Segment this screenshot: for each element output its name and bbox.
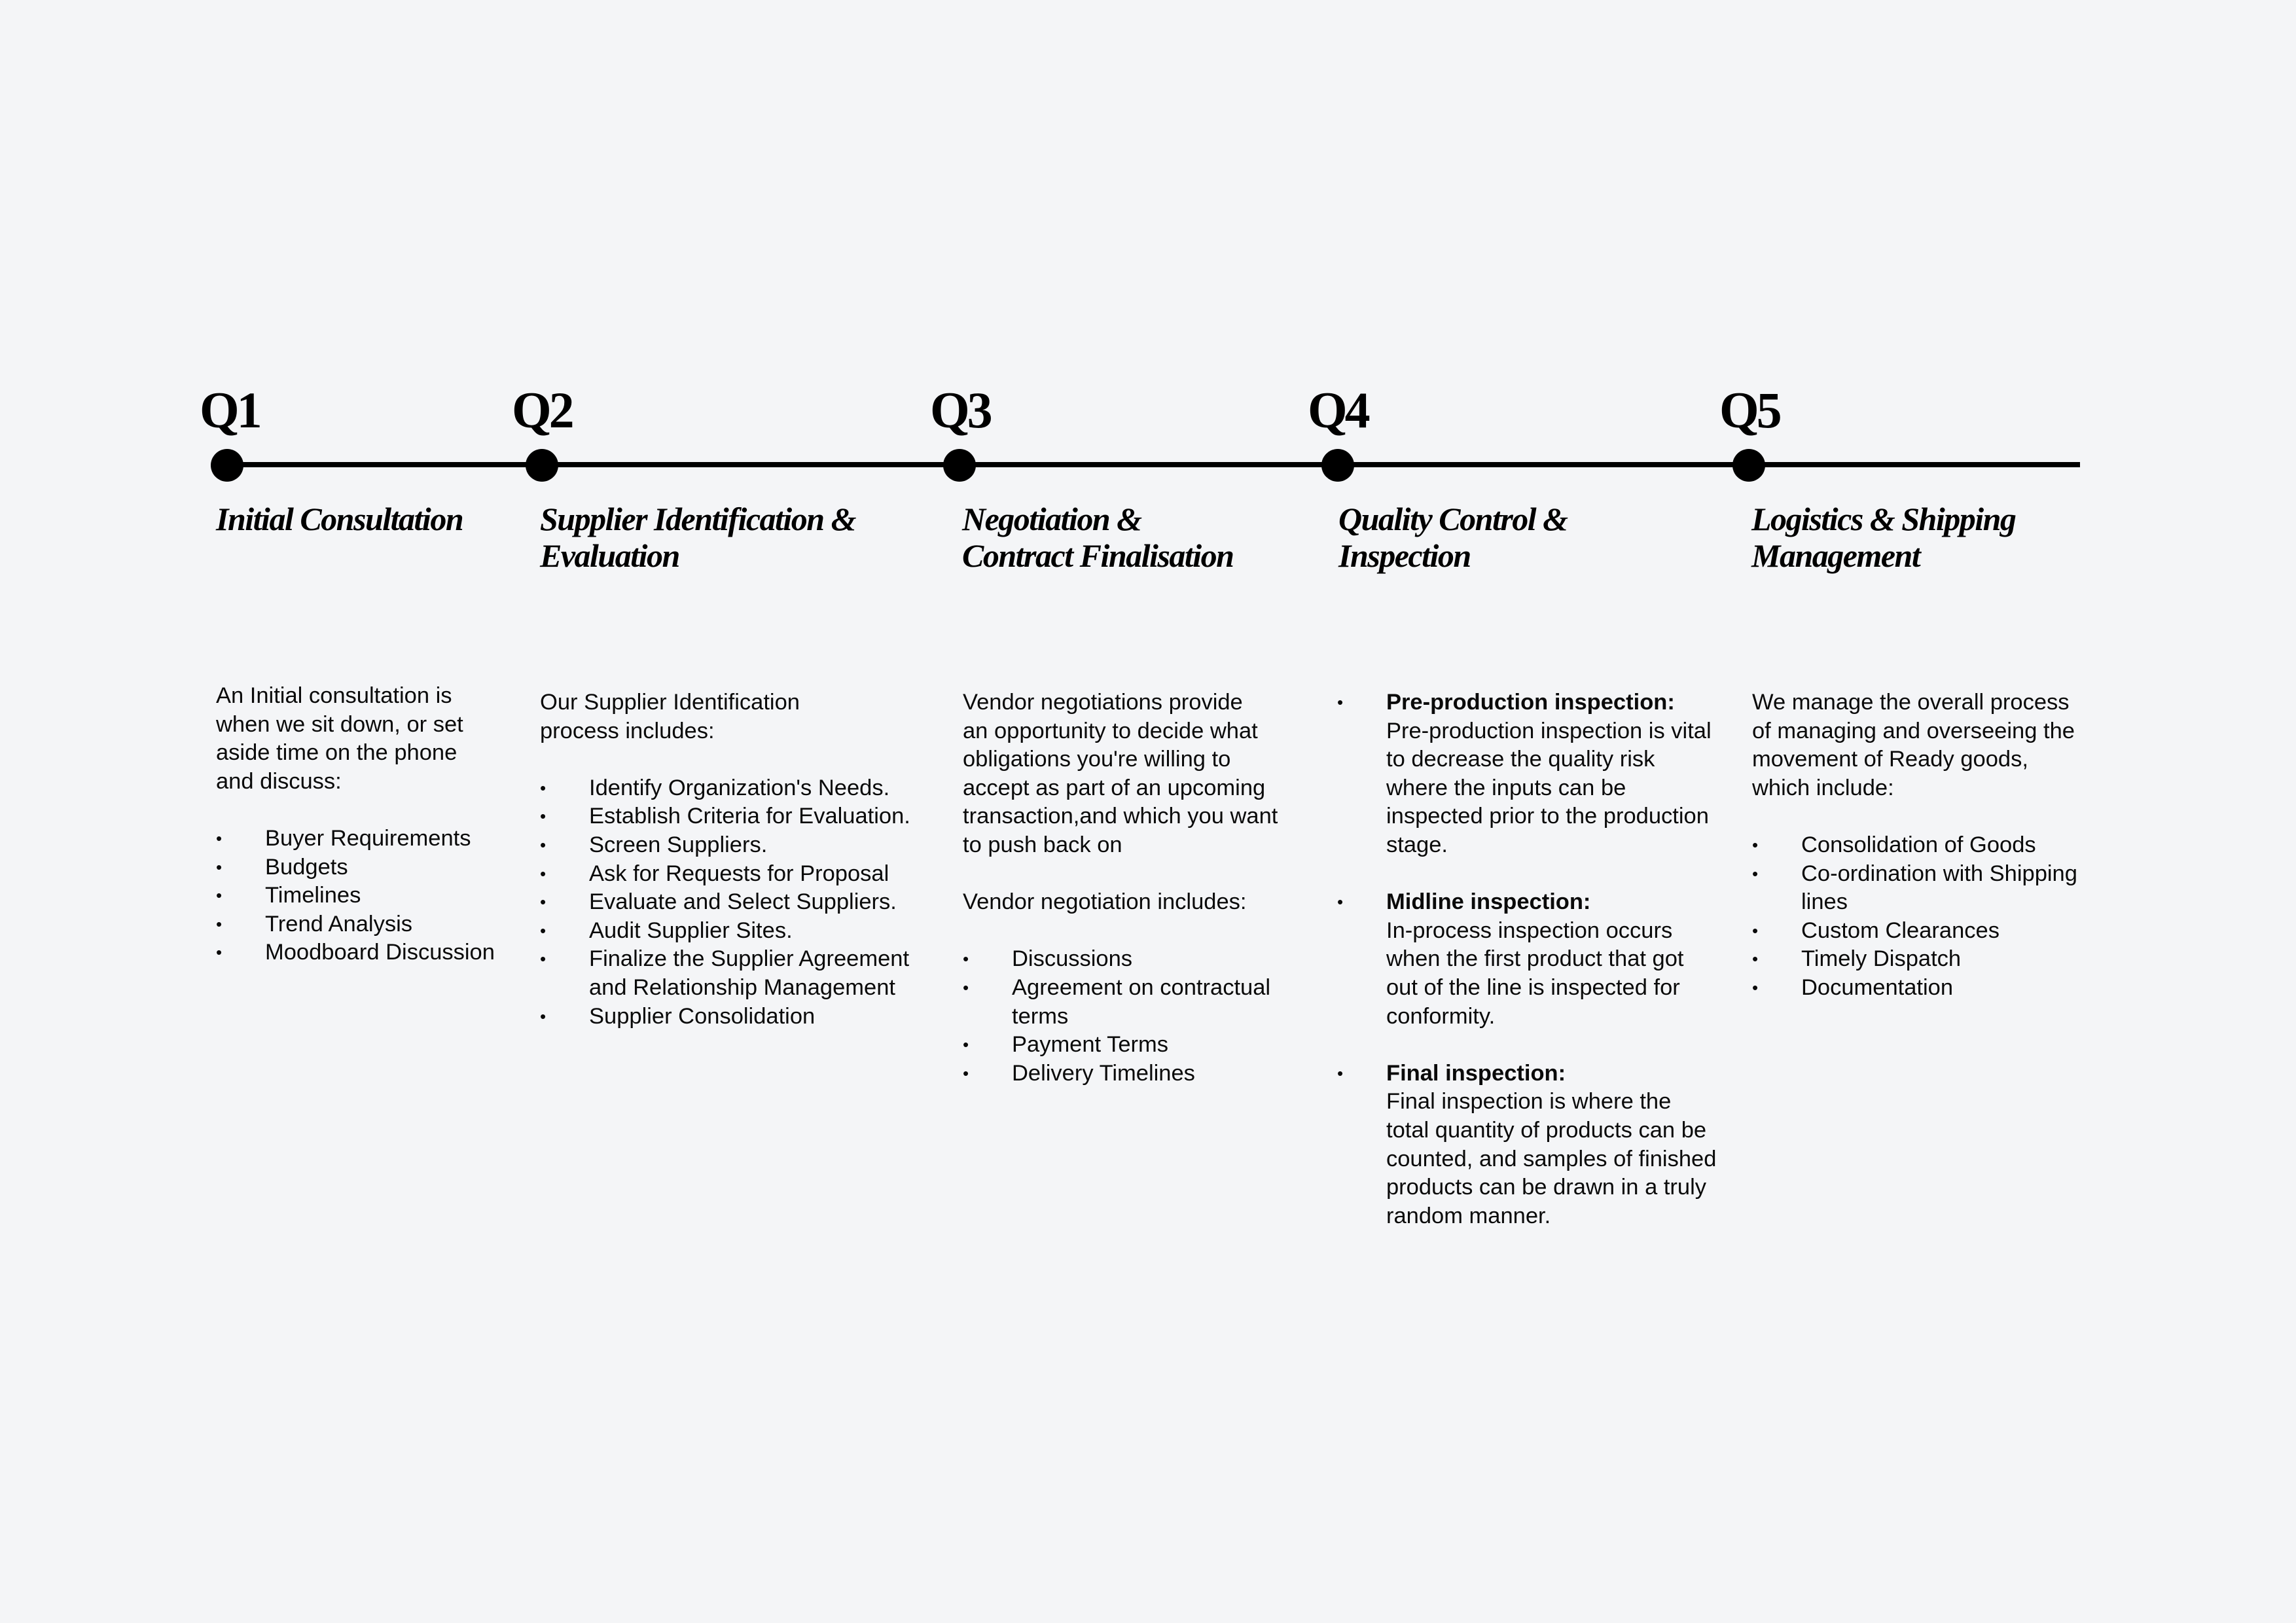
list-item-text: Ask for Requests for Proposal <box>589 861 889 886</box>
intro-line: which include: <box>1752 775 1894 800</box>
list-item-text: Audit Supplier Sites. <box>589 918 793 943</box>
intro-line: Vendor negotiations provide <box>963 690 1243 715</box>
bullet-list <box>216 825 504 967</box>
bullet-icon: • <box>1752 949 1759 969</box>
intro-line: We manage the overall process <box>1752 690 2070 715</box>
stage-title-q1 <box>216 501 463 537</box>
intro-line: aside time on the phone <box>216 740 457 766</box>
intro-line: obligations you're willing to <box>963 747 1231 772</box>
intro-line: Vendor negotiation includes: <box>963 889 1247 915</box>
stage-title-q3 <box>962 501 1233 574</box>
inspection-item <box>1337 1060 1717 1231</box>
list-item <box>540 917 933 946</box>
timeline-node-q4 <box>1321 449 1354 482</box>
bullet-icon: • <box>540 1006 547 1026</box>
stage-title-q5 <box>1751 501 2015 574</box>
list-item <box>963 945 1303 974</box>
list-item <box>540 774 933 803</box>
list-item-text: Timelines <box>265 883 361 908</box>
stage-body-q3 <box>963 688 1316 1088</box>
stage-title-line: Inspection <box>1338 537 1471 574</box>
bullet-icon: • <box>1337 692 1344 712</box>
list-item-text: Supplier Consolidation <box>589 1003 816 1029</box>
inspection-heading: Final inspection: <box>1386 1060 1566 1086</box>
intro-line: when we sit down, or set <box>216 711 463 737</box>
stage-marker-q5: Q5 <box>1719 382 1780 438</box>
bullet-icon: • <box>216 885 223 906</box>
bullet-icon: • <box>1752 863 1759 883</box>
list-item-text: Delivery Timelines <box>1012 1060 1195 1086</box>
timeline-node-q3 <box>943 449 976 482</box>
inspection-text: In-process inspection occurs when the first product that got out of the line is inspected for conformity. <box>1386 918 1684 1029</box>
stage-title-line: Quality Control & <box>1338 501 1568 537</box>
bullet-icon: • <box>1752 920 1759 940</box>
bullet-icon: • <box>540 777 547 798</box>
stage-body-q4 <box>1337 688 1717 1230</box>
list-item <box>540 860 933 889</box>
list-item <box>963 1031 1303 1060</box>
inspection-text: Pre-production inspection is vital to decrease the quality risk where the inputs can be inspected prior to the production stage. <box>1386 718 1712 857</box>
list-item-text: Evaluate and Select Suppliers. <box>589 889 897 915</box>
list-item-text: Identify Organization's Needs. <box>589 775 890 800</box>
list-item <box>216 938 504 967</box>
stage-marker-q3: Q3 <box>930 382 990 438</box>
list-item-text: Trend Analysis <box>265 911 412 936</box>
list-item-text: Payment Terms <box>1012 1032 1169 1058</box>
timeline-node-q1 <box>211 449 243 482</box>
intro-line: to push back on <box>963 832 1122 857</box>
bullet-icon: • <box>540 834 547 855</box>
intro-line: Our Supplier Identification <box>540 690 800 715</box>
bullet-icon: • <box>1752 834 1759 855</box>
list-item-text: Moodboard Discussion <box>265 940 495 965</box>
list-item <box>963 1060 1303 1088</box>
stage-body-q2 <box>540 688 933 1031</box>
bullet-icon: • <box>216 942 223 963</box>
stage-title-line: Negotiation & <box>962 501 1141 537</box>
stage-body-q5 <box>1752 688 2119 1003</box>
stage-marker-q1: Q1 <box>200 382 260 438</box>
list-item <box>1752 945 2106 974</box>
stage-marker-q2: Q2 <box>512 382 572 438</box>
bullet-list <box>1752 831 2106 1003</box>
timeline-line <box>223 462 2080 467</box>
bullet-icon: • <box>963 949 969 969</box>
intro-line: of managing and overseeing the <box>1752 718 2075 743</box>
list-item <box>216 825 504 853</box>
list-item-text: Timely Dispatch <box>1801 946 1962 972</box>
stage-title-q4 <box>1338 501 1568 574</box>
intro-line: transaction,and which you want <box>963 804 1278 829</box>
list-item <box>963 974 1303 1031</box>
stage-title-line: Contract Finalisation <box>962 537 1234 574</box>
list-item <box>540 888 933 917</box>
timeline-node-q2 <box>526 449 558 482</box>
list-item-text: Custom Clearances <box>1801 918 2000 943</box>
bullet-icon: • <box>1752 977 1759 997</box>
stage-title-line: Management <box>1751 537 1920 574</box>
intro-line: and discuss: <box>216 768 342 794</box>
stage-title-line: Initial Consultation <box>216 501 463 537</box>
stage-title-line: Supplier Identification & <box>540 501 856 537</box>
bullet-icon: • <box>540 920 547 940</box>
inspection-item <box>1337 888 1717 1031</box>
list-item <box>1752 831 2106 860</box>
list-item <box>540 802 933 831</box>
bullet-icon: • <box>1337 892 1344 912</box>
inspection-text: Final inspection is where the total quantity of products can be counted, and samples of finished products can be drawn in a truly random manner. <box>1386 1089 1717 1228</box>
list-item-text: Consolidation of Goods <box>1801 832 2036 857</box>
bullet-icon: • <box>963 1035 969 1055</box>
list-item <box>540 831 933 860</box>
stage-body-q1 <box>216 682 504 967</box>
bullet-icon: • <box>540 806 547 827</box>
list-item <box>216 853 504 882</box>
list-item-text: Budgets <box>265 854 348 880</box>
bullet-list <box>963 945 1303 1088</box>
list-item-text: Screen Suppliers. <box>589 832 768 857</box>
bullet-icon: • <box>216 828 223 848</box>
bullet-icon: • <box>540 863 547 883</box>
list-item <box>540 1003 933 1031</box>
bullet-icon: • <box>540 949 547 969</box>
bullet-icon: • <box>1337 1063 1344 1083</box>
timeline-node-q5 <box>1732 449 1765 482</box>
bullet-icon: • <box>963 977 969 997</box>
list-item-text: Documentation <box>1801 974 1954 1000</box>
list-item <box>1752 974 2106 1003</box>
bullet-icon: • <box>963 1063 969 1083</box>
stage-title-line: Logistics & Shipping <box>1751 501 2016 537</box>
bullet-icon: • <box>540 892 547 912</box>
list-item-text: Finalize the Supplier Agreement and Relationship Management <box>589 946 910 1000</box>
stage-title-q2 <box>540 501 855 574</box>
intro-line: movement of Ready goods, <box>1752 747 2028 772</box>
list-item-text: Agreement on contractual terms <box>1012 974 1271 1029</box>
stage-title-line: Evaluation <box>540 537 679 574</box>
list-item <box>1752 860 2106 917</box>
intro-line: process includes: <box>540 718 715 743</box>
intro-line: An Initial consultation is <box>216 683 452 708</box>
list-item-text: Establish Criteria for Evaluation. <box>589 804 910 829</box>
list-item <box>216 882 504 910</box>
list-item-text: Discussions <box>1012 946 1133 972</box>
bullet-list <box>540 774 933 1031</box>
list-item <box>216 910 504 939</box>
intro-line: an opportunity to decide what <box>963 718 1258 743</box>
list-item-text: Buyer Requirements <box>265 825 471 851</box>
list-item-text: Co-ordination with Shipping lines <box>1801 861 2077 915</box>
bullet-icon: • <box>216 857 223 877</box>
intro-line: accept as part of an upcoming <box>963 775 1266 800</box>
inspection-item <box>1337 688 1717 860</box>
inspection-heading: Midline inspection: <box>1386 889 1591 915</box>
bullet-icon: • <box>216 914 223 934</box>
stage-marker-q4: Q4 <box>1308 382 1368 438</box>
list-item <box>1752 917 2106 946</box>
list-item <box>540 945 933 1002</box>
inspection-heading: Pre-production inspection: <box>1386 690 1675 715</box>
